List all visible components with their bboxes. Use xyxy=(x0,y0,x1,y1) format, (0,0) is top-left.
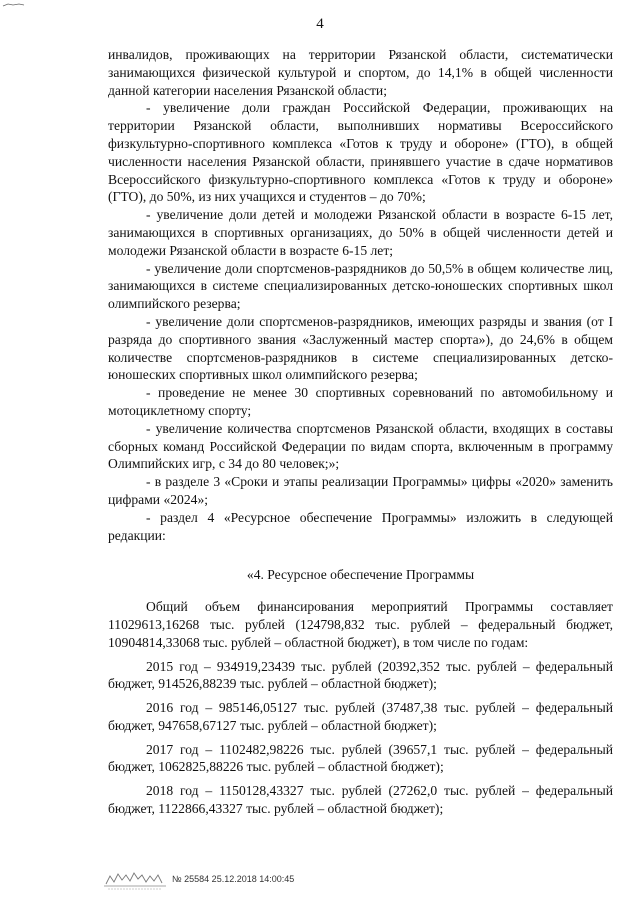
scan-mark xyxy=(2,2,26,8)
paragraph: инвалидов, проживающих на территории Рязанской области, систематически занимающихся физической культурой и спортом, до 14,1% в общей численности данной категории населения Рязанской области; xyxy=(108,47,613,98)
funding-paragraph: Общий объем финансирования мероприятий Программы составляет 11029613,16268 тыс. рублей (124798,832 тыс. рублей – федеральный бюджет, 10904814,33068 тыс. рублей – областной бюджет), в том числе по годам: xyxy=(108,599,613,650)
funding-year-item: 2015 год – 934919,23439 тыс. рублей (20392,352 тыс. рублей – федеральный бюджет, 914526,88239 тыс. рублей – областной бюджет); xyxy=(108,658,613,692)
list-item: - увеличение доли детей и молодежи Рязанской области в возрасте 6-15 лет, занимающихся в спортивных организациях, до 50% в общей численности детей и молодежи Рязанской области в возрасте 6-15 лет; xyxy=(108,207,613,258)
list-item: - раздел 4 «Ресурсное обеспечение Программы» изложить в следующей редакции: xyxy=(108,509,613,543)
funding-year-item: 2016 год – 985146,05127 тыс. рублей (37487,38 тыс. рублей – федеральный бюджет, 947658,67127 тыс. рублей – областной бюджет); xyxy=(108,700,613,733)
funding-year-item: 2018 год – 1150128,43327 тыс. рублей (27262,0 тыс. рублей – федеральный бюджет, 1122866,43327 тыс. рублей – областной бюджет); xyxy=(108,783,613,817)
list-item: - проведение не менее 30 спортивных соревнований по автомобильному и мотоциклетному спорту; xyxy=(108,385,613,418)
section-heading: «4. Ресурсное обеспечение Программы xyxy=(246,567,475,583)
page-number: 4 xyxy=(316,16,324,32)
list-item: - увеличение доли спортсменов-разрядников до 50,5% в общем количестве лиц, занимающихся в системе специализированных детско-юношеских спортивных школ олимпийского резерва; xyxy=(108,260,613,312)
registration-number: № 25584 25.12.2018 14:00:45 xyxy=(172,874,295,884)
funding-year-item: 2017 год – 1102482,98226 тыс. рублей (39657,1 тыс. рублей – федеральный бюджет, 1062825,88226 тыс. рублей – областной бюджет); xyxy=(108,741,613,775)
list-item: - увеличение доли граждан Российской Федерации, проживающих на территории Рязанской области, выполнивших нормативы Всероссийского физкультурно-спортивного комплекса «Готов к труду и обороне» (ГТО), в общей численности населения Рязанской области, принявшего участие в сдаче нормативов Всероссийского физкультурно-спортивного комплекса «Готов к труду и обороне» (ГТО), до 50%, из них учащихся и студентов – до 70%; xyxy=(108,100,613,205)
document-body xyxy=(108,46,613,818)
list-item: - увеличение доли спортсменов-разрядников, имеющих разряды и звания (от I разряда до спортивного звания «Заслуженный мастер спорта»), до 24,6% в общем количестве спортсменов-разрядников в системе специализированных детско-юношеских спортивных школ олимпийского резерва; xyxy=(108,313,613,383)
page-footer xyxy=(102,866,402,894)
registration-stamp-icon xyxy=(102,866,168,892)
list-item: - в разделе 3 «Сроки и этапы реализации Программы» цифры «2020» заменить цифрами «2024»; xyxy=(108,474,613,507)
list-item: - увеличение количества спортсменов Рязанской области, входящих в составы сборных команд Российской Федерации по видам спорта, включенным в программу Олимпийских игр, с 34 до 80 человек;»; xyxy=(108,420,613,472)
